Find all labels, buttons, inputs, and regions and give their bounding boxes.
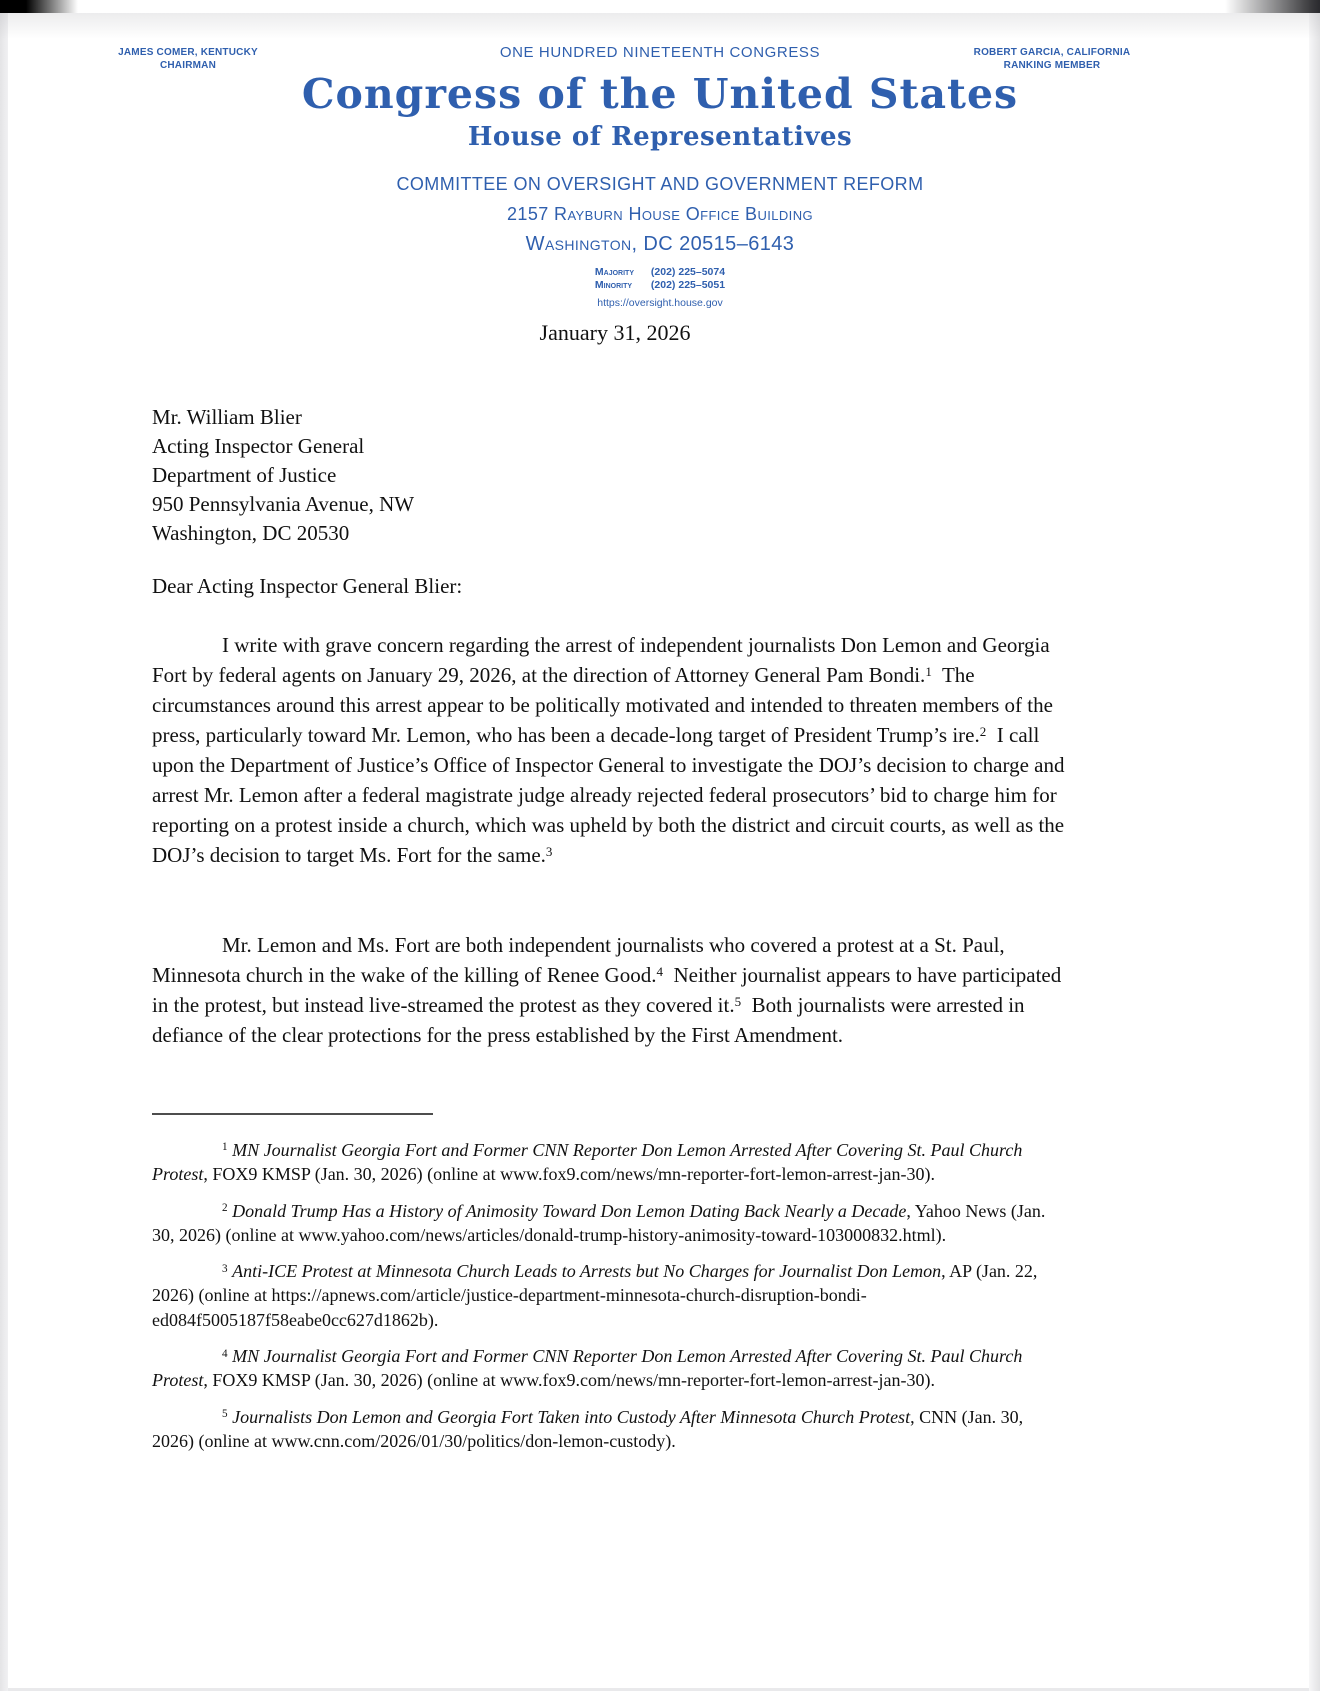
committee-website: https://oversight.house.gov [597,297,723,309]
committee-name: COMMITTEE ON OVERSIGHT AND GOVERNMENT REFORM [396,174,924,194]
committee-phones [0,266,1320,291]
footnote-reference: 4 [222,1347,228,1360]
cited-title: MN Journalist Georgia Fort and Former CNN Reporter Don Lemon Arrested After Covering St. Paul Church Protest [152,1140,1027,1185]
footnote-3: $^3$ Anti-ICE Protest at Minnesota Church Leads to Arrests but No Charges for Journalist Don Lemon, AP (Jan. 22, 2026) (online at https://apnews.com/article/justice-department-minnesota-church-disruption-bondi-ed084f5005187f58eabe0cc627d1862b). [152,1261,1042,1330]
body-paragraph-2: Mr. Lemon and Ms. Fort are both independent journalists who covered a protest at a St. Paul, Minnesota church in the wake of the killing of Renee Good.$^4$ Neither journalist appears to have participated in the protest, but instead live-streamed the protest as they covered it.$^5$ Both journalists were arrested in defiance of the clear protections for the press established by the First Amendment. [152,933,1067,1047]
address-line: Mr. William Blier [152,405,302,429]
cited-title: Journalists Don Lemon and Georgia Fort Taken into Custody After Minnesota Church Protest [232,1406,911,1427]
salutation: Dear Acting Inspector General Blier: [152,574,463,598]
ranking-member-title: RANKING MEMBER [1003,60,1101,71]
body-paragraph-1: I write with grave concern regarding the arrest of independent journalists Don Lemon and Georgia Fort by federal agents on January 29, 2026, at the direction of Attorney General Pam Bondi.$^1$ The circumstances around this arrest appear to be politically motivated and intended to threaten members of the press, particularly toward Mr. Lemon, who has been a decade-long target of President Trump’s ire.$^2$ I call upon the Department of Justice’s Office of Inspector General to investigate the DOJ’s decision to charge and arrest Mr. Lemon after a federal magistrate judge already rejected federal prosecutors’ bid to charge him for reporting on a protest inside a church, which was upheld by both the district and circuit courts, as well as the DOJ’s decision to target Ms. Fort for the same.$^3$ [152,633,1070,867]
ranking-member-name: ROBERT GARCIA, CALIFORNIA [973,47,1131,58]
org-title: Congress of the United States [301,70,1019,118]
footnote-reference: 3 [222,1262,228,1275]
minority-label: Minority [594,278,633,291]
footnotes-section [152,1138,1052,1465]
footnote-reference: 1 [222,1141,228,1154]
committee-building-address: 2157 Rayburn House Office Building [507,204,813,224]
letterhead-ranking-member [972,46,1132,72]
minority-phone-line [0,279,1320,292]
footnote-reference: 3 [545,843,553,859]
footnote-1: $^1$ MN Journalist Georgia Fort and Former CNN Reporter Don Lemon Arrested After Covering St. Paul Church Protest, FOX9 KMSP (Jan. 30, 2026) (online at www.fox9.com/news/mn-reporter-fort-lemon-arrest-jan-30). [152,1140,1027,1185]
majority-phone-line [0,266,1320,279]
majority-phone: (202) 225–5074 [650,266,726,278]
address-line: Acting Inspector General [152,434,365,458]
cited-title: Donald Trump Has a History of Animosity Toward Don Lemon Dating Back Nearly a Decade [232,1200,907,1221]
address-line: 950 Pennsylvania Avenue, NW [152,492,415,516]
chairman-name: JAMES COMER, KENTUCKY [118,47,258,58]
scan-top-glow [0,13,1320,39]
org-subtitle: House of Representatives [467,122,853,152]
minority-phone: (202) 225–5051 [650,278,726,291]
cited-title: MN Journalist Georgia Fort and Former CNN Reporter Don Lemon Arrested After Covering St. Paul Church Protest [152,1346,1027,1391]
footnote-reference: 1 [925,663,932,679]
address-line: Department of Justice [152,463,337,487]
letter-date: January 31, 2026 [539,320,691,345]
footnote-2: $^2$ Donald Trump Has a History of Animosity Toward Don Lemon Dating Back Nearly a Decade, Yahoo News (Jan. 30, 2026) (online at www.yahoo.com/news/articles/donald-trump-history-animosity-toward-103000832.html). [152,1200,1050,1245]
footnote-reference: 5 [734,993,742,1009]
footnote-5: $^5$ Journalists Don Lemon and Georgia Fort Taken into Custody After Minnesota Church Protest, CNN (Jan. 30, 2026) (online at www.cnn.com/2026/01/30/politics/don-lemon-custody). [152,1406,1028,1451]
scan-top-corner-shade [0,0,1320,13]
chairman-title: CHAIRMAN [159,60,217,71]
committee-city-zip: Washington, DC 20515–6143 [525,233,795,255]
footnote-reference: 2 [979,723,987,739]
footnote-divider [152,1113,433,1115]
address-line: Washington, DC 20530 [152,521,350,545]
footnote-4: $^4$ MN Journalist Georgia Fort and Former CNN Reporter Don Lemon Arrested After Covering St. Paul Church Protest, FOX9 KMSP (Jan. 30, 2026) (online at www.fox9.com/news/mn-reporter-fort-lemon-arrest-jan-30). [152,1346,1027,1391]
recipient-address-block [152,403,414,548]
congress-session-line: ONE HUNDRED NINETEENTH CONGRESS [499,44,821,61]
footnote-reference: 4 [656,963,663,979]
majority-label: Majority [594,266,635,278]
cited-title: Anti-ICE Protest at Minnesota Church Leads to Arrests but No Charges for Journalist Don Lemon [232,1261,942,1282]
footnote-reference: 2 [222,1202,228,1215]
footnote-reference: 5 [222,1408,228,1421]
